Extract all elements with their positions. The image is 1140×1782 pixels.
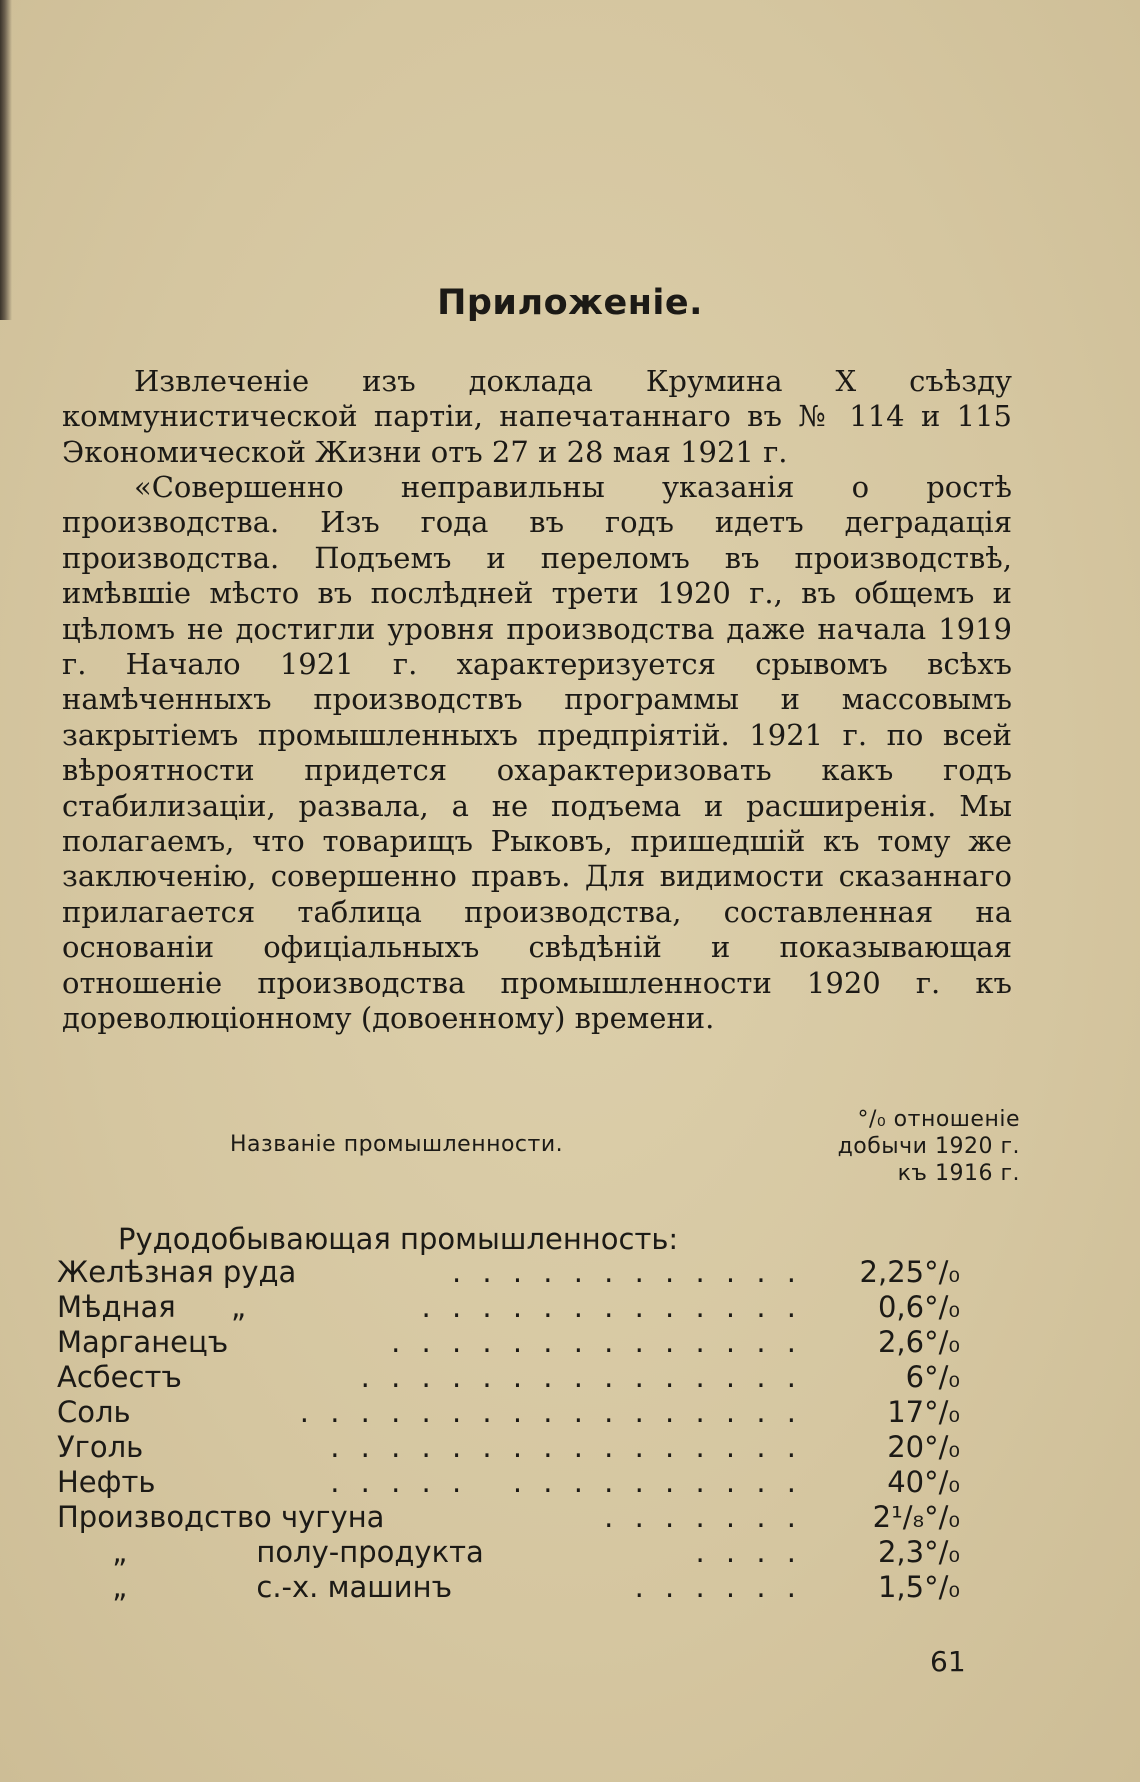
row-value: 2,6°/₀ [877, 1325, 960, 1359]
table-row [57, 1500, 960, 1535]
row-leader-dots: . . . . . . . . . . . . . . . . . [299, 1395, 802, 1429]
table-section-label: Рудодобывающая промышленность: [118, 1222, 679, 1256]
row-value: 20°/₀ [887, 1430, 960, 1464]
row-leader-dots: . . . . . . . . . . . . [451, 1255, 802, 1289]
row-leader-dots: . . . . . . . . . . . . . . . . [330, 1430, 802, 1464]
row-name: Уголь [57, 1430, 144, 1464]
row-name: Нефть [57, 1465, 156, 1499]
row-value: 2¹/₈°/₀ [872, 1500, 960, 1534]
row-value: 6°/₀ [905, 1360, 960, 1394]
row-value: 17°/₀ [887, 1395, 960, 1429]
row-value: 2,3°/₀ [877, 1535, 960, 1569]
table-row [57, 1290, 960, 1325]
table-row [57, 1430, 960, 1465]
binding-shadow [0, 0, 12, 320]
row-name: Желѣзная руда [57, 1255, 297, 1289]
table-row [57, 1465, 960, 1500]
row-name: „ с.-х. машинъ [57, 1570, 453, 1604]
table-row [57, 1395, 960, 1430]
table-header-value-line: добычи 1920 г. [837, 1134, 1020, 1159]
intro-paragraph: Извлеченіе изъ доклада Крумина X съѣзду коммунистической партіи, напечатаннаго въ № 114 и 115 Экономической Жизни отъ 27 и 28 мая 1921 г. [62, 364, 1012, 469]
row-value: 2,25°/₀ [859, 1255, 960, 1289]
table-row [57, 1360, 960, 1395]
row-value: 40°/₀ [887, 1465, 960, 1499]
table-row [57, 1255, 960, 1290]
row-leader-dots: . . . . [695, 1535, 802, 1569]
table-row [57, 1325, 960, 1360]
table-header-value-line: °/₀ отношеніе [857, 1107, 1020, 1132]
row-leader-dots: . . . . . . . . . . . . . . . [330, 1465, 802, 1499]
row-value: 0,6°/₀ [877, 1290, 960, 1324]
table-row [57, 1535, 960, 1570]
quote-paragraph: «Совершенно неправильны указанія о ростѣ производства. Изъ года въ годъ идетъ деградація производства. Подъемъ и переломъ въ производствѣ, имѣвшіе мѣсто въ послѣдней трети 1920 г., въ общемъ и цѣломъ не достигли уровня производства даже начала 1919 г. Начало 1921 г. характеризуется срывомъ всѣхъ намѣченныхъ производствъ программы и массовымъ закрытіемъ промышленныхъ предпріятій. 1921 г. по всей вѣроятности придется охарактеризовать какъ годъ стабилизаціи, развала, а не подъема и расширенія. Мы полагаемъ, что товарищъ Рыковъ, пришедшій къ тому же заключенію, совершенно правъ. Для видимости сказаннаго прилагается таблица производства, составленная на основаніи офиціальныхъ свѣдѣній и показывающая отношеніе производства промышленности 1920 г. къ дореволюціонному (довоенному) времени. [62, 470, 1012, 1036]
row-name: Соль [57, 1395, 131, 1429]
page-heading: Приложеніе. [437, 283, 703, 323]
table-row [57, 1570, 960, 1605]
row-name: Производство чугуна [57, 1500, 385, 1534]
row-leader-dots: . . . . . . . [604, 1500, 802, 1534]
row-name: Марганецъ [57, 1325, 229, 1359]
row-name: Асбестъ [57, 1360, 182, 1394]
row-value: 1,5°/₀ [877, 1570, 960, 1604]
page-number: 61 [930, 1645, 966, 1678]
table-header-value-line: къ 1916 г. [897, 1161, 1020, 1186]
row-leader-dots: . . . . . . . . . . . . . . . [360, 1360, 802, 1394]
table-header-value [780, 1106, 1020, 1187]
table-header-name: Названіе промышленности. [230, 1132, 564, 1157]
row-name: Мѣдная „ [57, 1290, 247, 1324]
row-leader-dots: . . . . . . . . . . . . . . [391, 1325, 802, 1359]
row-leader-dots: . . . . . . . . . . . . . [421, 1290, 802, 1324]
row-name: „ полу-продукта [57, 1535, 484, 1569]
row-leader-dots: . . . . . . [634, 1570, 802, 1604]
